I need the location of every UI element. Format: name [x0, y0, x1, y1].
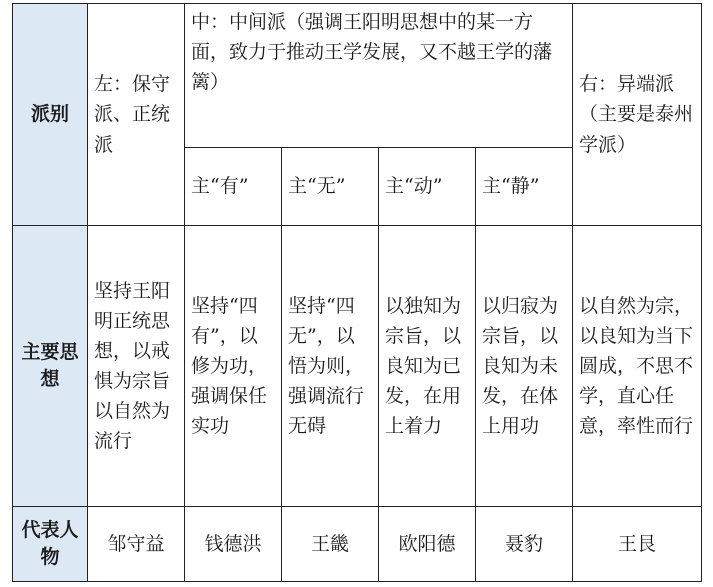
- sub-you: 主“有”: [185, 148, 282, 226]
- sub-dong: 主“动”: [379, 148, 476, 226]
- left-school-cell: 左：保守派、正统派: [88, 4, 185, 226]
- person-wang-ji: 王畿: [282, 507, 379, 582]
- middle-school-cell: 中：中间派（强调王阳明思想中的某一方面，致力于推动王学发展，又不越王学的藩篱）: [185, 4, 573, 148]
- thought-right: 以自然为宗，以良知为当下圆成，不思不学，直心任意，率性而行: [573, 226, 702, 507]
- person-nie-bao: 聂豹: [476, 507, 573, 582]
- person-wang-gen: 王艮: [573, 507, 702, 582]
- thought-label: 主要思想: [13, 226, 88, 507]
- thought-wu: 坚持“四无”，以悟为则，强调流行无碍: [282, 226, 379, 507]
- person-qian-dehong: 钱德洪: [185, 507, 282, 582]
- sub-jing: 主“静”: [476, 148, 573, 226]
- thought-you: 坚持“四有”，以修为功，强调保任实功: [185, 226, 282, 507]
- thought-left: 坚持王阳明正统思想，以戒惧为宗旨以自然为流行: [88, 226, 185, 507]
- people-label: 代表人物: [13, 507, 88, 582]
- right-school-cell: 右：异端派（主要是泰州学派）: [573, 4, 702, 226]
- header-sect-label: 派别: [13, 4, 88, 226]
- school-table: [12, 3, 702, 582]
- thought-dong: 以独知为宗旨，以良知为已发，在用上着力: [379, 226, 476, 507]
- person-ouyang-de: 欧阳德: [379, 507, 476, 582]
- person-zou-shouyi: 邹守益: [88, 507, 185, 582]
- thought-jing: 以归寂为宗旨，以良知为未发，在体上用功: [476, 226, 573, 507]
- sub-wu: 主“无”: [282, 148, 379, 226]
